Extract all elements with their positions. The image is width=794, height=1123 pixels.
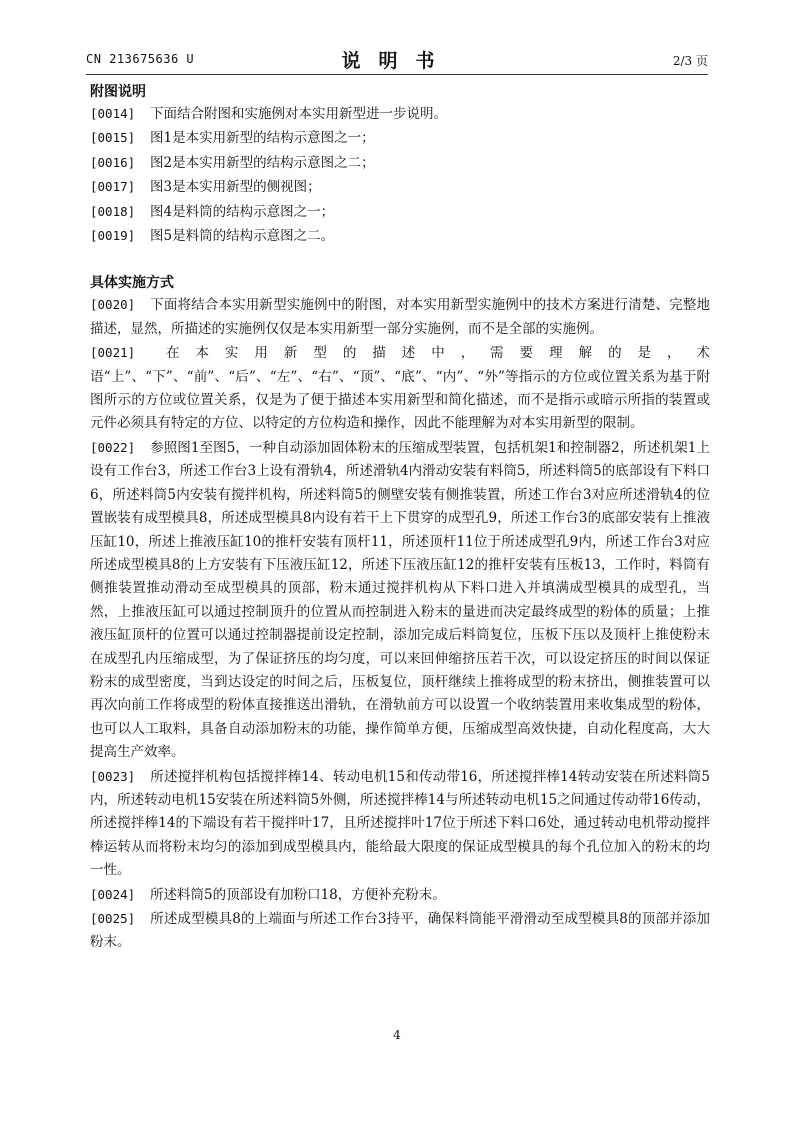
paragraph-text: 图3是本实用新型的侧视图； bbox=[150, 179, 321, 196]
page-number: 4 bbox=[393, 1028, 401, 1042]
paragraph bbox=[90, 175, 710, 199]
paragraph-number: [0014] bbox=[90, 106, 136, 121]
page-indicator: 2/3 页 bbox=[672, 54, 708, 68]
paragraph-number: [0020] bbox=[90, 297, 136, 313]
paragraph-number: [0023] bbox=[90, 768, 136, 784]
document-title: 说明书 bbox=[341, 50, 453, 72]
paragraph-number: [0019] bbox=[90, 228, 136, 244]
paragraph bbox=[90, 224, 710, 248]
paragraph bbox=[90, 126, 710, 150]
paragraph-text: 所述成型模具8的上端面与所述工作台3持平，确保料筒能平滑滑动至成型模具8的顶部并添加粉末。 bbox=[90, 911, 710, 951]
section-heading-drawings: 附图说明 bbox=[90, 84, 146, 100]
paragraph bbox=[90, 200, 710, 224]
paragraph-number: [0016] bbox=[90, 154, 136, 170]
paragraph-number: [0024] bbox=[90, 886, 136, 902]
paragraph-number: [0017] bbox=[90, 179, 136, 195]
paragraph-number: [0015] bbox=[90, 130, 136, 146]
paragraph-text: 所述料筒5的顶部设有加粉口18，方便补充粉末。 bbox=[150, 886, 446, 903]
paragraph-text: 图4是料筒的结构示意图之一； bbox=[150, 203, 335, 220]
paragraph-text: 下面结合附图和实施例对本实用新型进一步说明。 bbox=[150, 106, 447, 122]
document-body bbox=[90, 82, 710, 955]
paragraph bbox=[90, 151, 710, 175]
paragraph bbox=[90, 883, 710, 907]
paragraph-text: 图2是本实用新型的结构示意图之二； bbox=[150, 154, 375, 171]
paragraph-number: [0022] bbox=[90, 439, 136, 455]
section-heading-embodiments: 具体实施方式 bbox=[90, 275, 174, 292]
paragraph-text: 下面将结合本实用新型实施例中的附图，对本实用新型实施例中的技术方案进行清楚、完整地描述，显然，所描述的实施例仅仅是本实用新型一部分实施例，而不是全部的实施例。 bbox=[90, 297, 710, 337]
paragraph bbox=[90, 907, 710, 955]
paragraph bbox=[90, 765, 710, 883]
page-header bbox=[86, 46, 708, 72]
patent-number: CN 213675636 U bbox=[86, 52, 195, 66]
paragraph-text: 参照图1至图5，一种自动添加固体粉末的压缩成型装置，包括机架1和控制器2，所述机架1上设有工作台3，所述工作台3上设有滑轨4，所述滑轨4内滑动安装有料筒5，所述料筒5的底部设有下料口6，所述料筒5内安装有搅拌机构，所述料筒5的侧壁安装有侧推装置，所述工作台3对应所述滑轨4的位置嵌装有成型模具8，所述成型模具8内设有若干上下贯穿的成型孔9，所述工作台3的底部安装有上推液压缸10，所述上推液压缸10的推杆安装有顶杆11，所述顶杆11位于所述成型孔9内，所述工作台3对应所述成型模具8的上方安装有下压液压缸12，所述下压液压缸12的推杆安装有压板13，工作时，料筒有侧推装置推动滑动至成型模具的顶部，粉末通过搅拌机构从下料口进入并填满成型模具的成型孔，当然，上推液压缸可以通过控制顶升的位置从而控制进入粉末的量进而决定最终成型的粉体的质量；上推液压缸顶杆的位置可以通过控制器提前设定控制，添加完成后料筒复位，压板下压以及顶杆上推使粉末在成型孔内压缩成型，为了保证挤压的均匀度，可以来回伸缩挤压若干次，可以设定挤压的时间以保证粉末的成型密度，当到达设定的时间之后，压板复位，顶杆继续上推将成型的粉末挤出，侧推装置可以再次向前工作将成型的粉体直接推送出滑轨，在滑轨前方可以设置一个收纳装置用来收集成型的粉体，也可以人工取料，具备自动添加粉末的功能，操作简单方便，压缩成型高效快捷，自动化程度高，大大提高生产效率。 bbox=[90, 439, 710, 761]
paragraph-number: [0025] bbox=[90, 911, 136, 926]
paragraph-text: 所述搅拌机构包括搅拌棒14、转动电机15和传动带16，所述搅拌棒14转动安装在所述料筒5内，所述转动电机15安装在所述料筒5外侧，所述搅拌棒14与所述转动电机15之间通过传动带16传动，所述搅拌棒14的下端设有若干搅拌叶17，且所述搅拌叶17位于所述下料口6处，通过转动电机带动搅拌棒运转从而将粉末均匀的添加到成型模具内，能给最大限度的保证成型模具的每个孔位加入的粉末的均一性。 bbox=[90, 768, 710, 879]
paragraph bbox=[90, 293, 710, 341]
paragraph bbox=[90, 341, 710, 436]
paragraph-text: 在本实用新型的描述中，需要理解的是，术语“上”、“下”、“前”、“后”、“左”、“右”、“顶”、“底”、“内”、“外”等指示的方位或位置关系为基于附图所示的方位或位置关系，仅是为了便于描述本实用新型和简化描述，而不是指示或暗示所指的装置或元件必须具有特定的方位、以特定的方位构造和操作，因此不能理解为对本实用新型的限制。 bbox=[90, 345, 710, 432]
paragraph-number: [0021] bbox=[90, 345, 136, 361]
header-rule bbox=[86, 74, 708, 75]
paragraph-number: [0018] bbox=[90, 203, 136, 219]
paragraph bbox=[90, 436, 710, 765]
paragraph-text: 图1是本实用新型的结构示意图之一； bbox=[150, 130, 375, 147]
paragraph bbox=[90, 102, 710, 126]
paragraph-text: 图5是料筒的结构示意图之二。 bbox=[150, 228, 335, 245]
